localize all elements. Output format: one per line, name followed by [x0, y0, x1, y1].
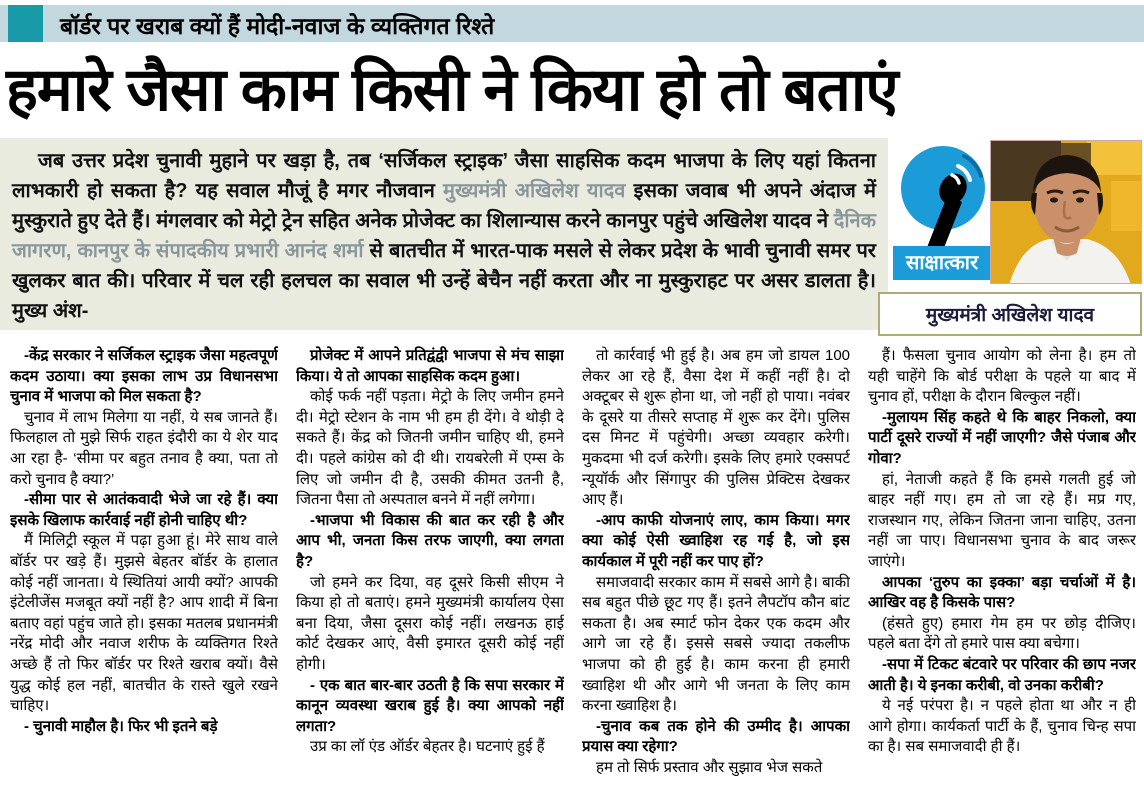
kicker-headline: बॉर्डर पर खराब क्यों हैं मोदी-नवाज के व्यक्तिगत रिश्ते [60, 13, 495, 39]
main-headline: हमारे जैसा काम किसी ने किया हो तो बताएं [6, 56, 898, 123]
intro-seg2: इसका जवाब भी अपने अंदाज में मुस्कुराते हुए देते हैं। मंगलवार को मेट्रो ट्रेन सहित अनेक प्रोजेक्ट का शिलान्यास करने कानपुर पहुंचे अखिलेश यादव ने [12, 180, 876, 232]
answer-paragraph: समाजवादी सरकार काम में सबसे आगे है। बाकी सब बहुत पीछे छूट गए हैं। इतने लैपटॉप कौन बांट सकता है। अब स्मार्ट फोन देकर एक कदम और आगे जा रहे हैं। इससे सबसे ज्यादा तकलीफ भाजपा को ही हुई है। काम करना ही हमारी ख्वाहिश थी और आगे भी जनता के लिए काम करना ख्वाहिश है। [582, 573, 850, 715]
answer-paragraph: चुनाव में लाभ मिलेगा या नहीं, ये सब जानते हैं। फिलहाल तो मुझे सिर्फ राहत इंदौरी का ये शेर याद आ रहा है- ‘सीमा पर बहुत तनाव है क्या, पता तो करो चुनाव है क्या?’ [10, 408, 278, 488]
answer-paragraph: हम तो सिर्फ प्रस्ताव और सुझाव भेज सकते [596, 758, 823, 776]
question-paragraph: -सीमा पार से आतंकवादी भेजे जा रहे हैं। क्या इसके खिलाफ कार्रवाई नहीं होनी चाहिए थी? [10, 491, 278, 529]
answer-paragraph: तो कार्रवाई भी हुई है। अब हम जो डायल 100 लेकर आ रहे हैं, वैसा देश में कहीं नहीं है। दो अक्टूबर से शुरू होना था, जो नहीं हो पाया। नवंबर के दूसरे या तीसरे सप्ताह में शुरू कर देंगे। पुलिस दस मिनट में पहुंचेगी। अच्छा व्यवहार करेगी। मुकदमा भी दर्ज करेगी। इसके लिए हमारे एक्सपर्ट न्यूयॉर्क और सिंगापुर की पुलिस प्रेक्टिस देखकर आए हैं। [582, 347, 850, 509]
answer-paragraph: हैं। फैसला चुनाव आयोग को लेना है। हम तो यही चाहेंगे कि बोर्ड परीक्षा के पहले या बाद में चुनाव हों, परीक्षा के दौरान बिल्कुल नहीं। [868, 347, 1136, 406]
interview-badge: साक्षात्कार [893, 246, 991, 280]
question-paragraph: -आप काफी योजनाएं लाए, काम किया। मगर क्या कोई ऐसी ख्वाहिश रह गई है, जो इस कार्यकाल में पूरी नहीं कर पाए हों? [582, 511, 850, 570]
article-column-1 [10, 346, 278, 788]
intro-seg1: जब उत्तर प्रदेश चुनावी मुहाने पर खड़ा है, तब ‘सर्जिकल स्ट्राइक’ जैसा साहसिक कदम भाजपा के लिए यहां कितना लाभकारी हो सकता है? यह सवाल मौजूं है मगर नौजवान [12, 150, 876, 202]
akhilesh-yadav-photo [990, 140, 1142, 284]
intro-seg3: से बातचीत में भारत-पाक मसले से लेकर प्रदेश के भावी चुनावी समर पर खुलकर बात की। परिवार में चल रही हलचल का सवाल भी उन्हें बेचैन नहीं करता और ना मुस्कुराहट पर असर डालता है। मुख्य अंश- [12, 240, 876, 322]
question-paragraph: -चुनाव कब तक होने की उम्मीद है। आपका प्रयास क्या रहेगा? [582, 717, 850, 756]
question-paragraph: -मुलायम सिंह कहते थे कि बाहर निकलो, क्या पार्टी दूसरे राज्यों में नहीं जाएगी? जैसे पंजाब और गोवा? [868, 408, 1136, 467]
photo-caption: मुख्यमंत्री अखिलेश यादव [925, 305, 1095, 326]
question-paragraph: आपका ‘तुरुप का इक्का’ बड़ा चर्चाओं में है। आखिर वह है किसके पास? [868, 573, 1136, 612]
intro-highlight-name: मुख्यमंत्री अखिलेश यादव [443, 180, 634, 202]
answer-paragraph: जो हमने कर दिया, वह दूसरे किसी सीएम ने किया हो तो बताएं। हमने मुख्यमंत्री कार्यालय ऐसा बना दिया, जैसा दूसरा कोई नहीं। लखनऊ हाई कोर्ट देखकर आएं, वैसी इमारत दूसरी कोई नहीं होगी। [296, 573, 564, 673]
intro-highlight-byline: दैनिक जागरण, कानपुर के संपादकीय प्रभारी आनंद शर्मा [12, 210, 876, 262]
article-body [10, 346, 1138, 788]
intro-paragraph [0, 138, 888, 330]
answer-paragraph: मैं मिलिट्री स्कूल में पढ़ा हुआ हूं। मेरे साथ वाले बॉर्डर पर खड़े हैं। मुझसे बेहतर बॉर्डर के हालात कोई नहीं जानता। ये स्थितियां आयी क्यों? आपकी इंटेलीजेंस मजबूत क्यों नहीं है? आप शादी में बिना बताए वहां पहुंच जाते हो। इसका मतलब प्रधानमंत्री नरेंद्र मोदी और नवाज शरीफ के व्यक्तिगत रिश्ते अच्छे हैं तो फिर बॉर्डर पर रिश्ते खराब क्यों। वैसे युद्ध कोई हल नहीं, बातचीत के रास्ते खुले रखने चाहिए। [10, 532, 278, 715]
question-paragraph: - एक बात बार-बार उठती है कि सपा सरकार में कानून व्यवस्था खराब हुई है। क्या आपको नहीं लगता? [296, 676, 564, 735]
photo-caption-box [878, 292, 1142, 336]
question-paragraph: प्रोजेक्ट में आपने प्रतिद्वंद्वी भाजपा से मंच साझा किया। ये तो आपका साहसिक कदम हुआ। [296, 347, 564, 385]
answer-paragraph: ये नई परंपरा है। न पहले होता था और न ही आगे होगा। कार्यकर्ता पार्टी के हैं, चुनाव चिन्ह सपा का है। सब समाजवादी ही हैं। [868, 697, 1136, 756]
question-paragraph: -भाजपा भी विकास की बात कर रही है और आप भी, जनता किस तरफ जाएगी, क्या लगता है? [296, 511, 564, 570]
question-paragraph: -केंद्र सरकार ने सर्जिकल स्ट्राइक जैसा महत्वपूर्ण कदम उठाया। क्या इसका लाभ उप्र विधानसभा चुनाव में भाजपा को मिल सकता है? [10, 347, 278, 406]
kicker-accent-square [8, 5, 43, 42]
article-column-3 [582, 346, 850, 788]
answer-paragraph: उप्र का लॉ एंड ऑर्डर बेहतर है। घटनाएं हुई हैं [310, 738, 545, 756]
answer-paragraph: (हंसते हुए) हमारा गेम हम पर छोड़ दीजिए। पहले बता देंगे तो हमारे पास क्या बचेगा। [868, 614, 1136, 653]
answer-paragraph: कोई फर्क नहीं पड़ता। मेट्रो के लिए जमीन हमने दी। मेट्रो स्टेशन के नाम भी हम ही देंगे। वे थोड़ी दे सकते हैं। केंद्र को जितनी जमीन चाहिए थी, हमने दी। पहले कांग्रेस को दी थी। रायबरेली में एम्स के लिए जो जमीन दी है, उसकी कीमत उतनी है, जितना पैसा तो अस्पताल बनने में नहीं लगेगा। [296, 388, 564, 509]
question-paragraph: -सपा में टिकट बंटवारे पर परिवार की छाप नजर आती है। ये इनका करीबी, वो उनका करीबी? [868, 655, 1136, 694]
question-paragraph: - चुनावी माहौल है। फिर भी इतने बड़े [24, 717, 218, 735]
article-column-2 [296, 346, 564, 788]
answer-paragraph: हां, नेताजी कहते हैं कि हमसे गलती हुई जो बाहर नहीं गए। हम तो जा रहे हैं। मप्र गए, राजस्थान गए, लेकिन जितना जाना चाहिए, उतना नहीं जा पाए। विधानसभा चुनाव के बाद जरूर जाएंगे। [868, 470, 1136, 570]
article-column-4 [868, 346, 1136, 788]
